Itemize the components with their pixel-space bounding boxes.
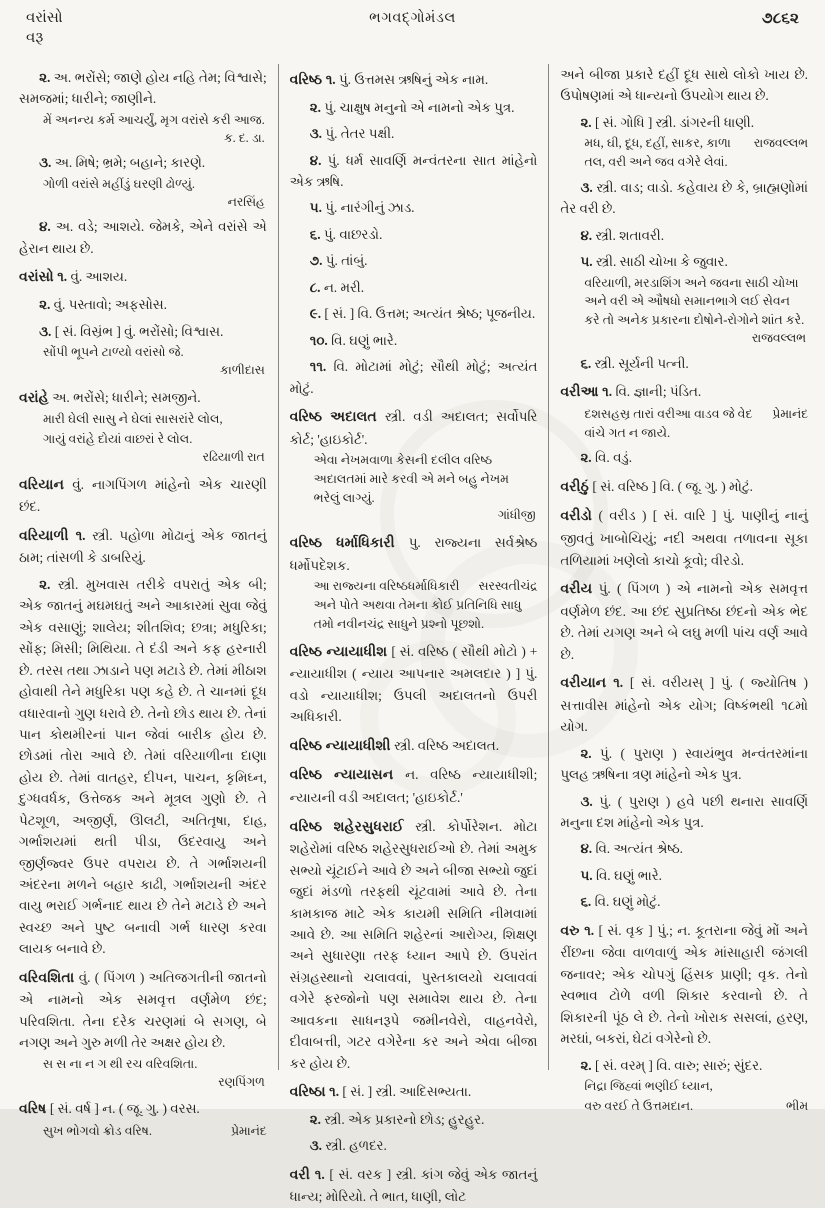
citation: પ્રેમાનંદ (772, 406, 809, 421)
sense-number: ૧. (602, 384, 616, 400)
sense-number: ૧. (613, 675, 630, 691)
dict-sense: ૫. સ્ત્રી. સાઠી ચોખા કે જુવાર. (580, 254, 728, 270)
dict-entry: વરિયાન વું. નાગપિંગળ માંહેનો એક ચારણી છંદ. (19, 476, 267, 515)
sense-number: ૧. (75, 527, 93, 543)
sense-number: ૩. (309, 126, 326, 142)
citation: સરસ્વતીચંદ્ર (478, 579, 538, 594)
guide-word-last: વરૂ (26, 30, 44, 47)
dict-entry: વરિષ્ઠ અદાલત સ્ત્રી. વડી અદાલત; સર્વોપરિ કોર્ટ; 'હાઇકોર્ટ'. (289, 408, 538, 447)
dict-entry: વરિષ્ઠ ન્યાયાસન ન. વરિષ્ઠ ન્યાયાધીશી; ન્યાયની વડી અદાલત; 'હાઇકોર્ટ.' (289, 767, 538, 806)
dict-sense: ૨. અ. ભરોંસે; જાણે હોય નહિ તેમ; વિશ્વાસે; સમજમાં; ધારીને; જાણીને. (19, 70, 267, 107)
sense-number: ૨. (39, 576, 58, 592)
headword: વરાંહે (19, 389, 53, 406)
dict-sense: ૧૦. વિ. ઘણું ભારે. (309, 332, 398, 348)
dict-sense: ૫. પું. નારંગીનું ઝાડ. (309, 200, 415, 216)
dict-sense: ૧૧. વિ. મોટામાં મોટું; સૌથી મોટું; અત્યંત મોટું. (289, 359, 538, 396)
dict-sense: ૪. અ. વડે; આશયે. જેમકે, એને વરાંસે એ હેરાન થાય છે. (19, 219, 267, 256)
headword: વરીયાન (560, 675, 614, 692)
sense-number: ૩. (39, 155, 55, 171)
sense-number: ૨. (309, 99, 325, 115)
headword: વરિષ (19, 1101, 50, 1118)
headword: વરિયાળી (19, 527, 76, 544)
dict-quote: મારી ઘેલી સાસુ ને ઘેલાં સાસરાંરે લોલ, (43, 412, 223, 427)
dict-quote: મેં અનન્ય કર્મ આચર્યું, મૃગ વરાંસે કરી આજ. (43, 112, 265, 127)
dict-sense: ૨. પું. ચાક્ષુષ મનુનો એ નામનો એક પુત્ર. (309, 99, 515, 115)
dict-entry: વરિષ્ઠ શહેરસુધરાઈ સ્ત્રી. કોર્પોરેશન. મોટા શહેરોમાં વરિષ્ઠ શહેરસુધરાઈઓ છે. તેમાં અમુક સભ્યો ચૂંટાઈને આવે છે અને બીજા સભ્યો જુદાં જુદાં મંડળો તરફથી ચૂંટવામાં આવે છે. તેના કામકાજ માટે એક કાયમી સમિતિ નીમવામાં આવે છે. આ સમિતિ શહેરનાં આરોગ્ય, શિક્ષણ અને સુધારણા તરફ ધ્યાન આપે છે. ઉપરાંત સંગ્રહસ્થાનો ચલાવવાં, પુસ્તકાલયો ચલાવવાં વગેરે ફરજોનો પણ સમાવેશ થાય છે. તેના આવકના સાધનરૂપે જમીનવેરો, વાહનવેરો, દીવાબત્તી, ગટર વગેરેના કર અને એવા બીજા કર હોય છે. (289, 818, 538, 1071)
dict-sense: ૨. સ્ત્રી. મુખવાસ તરીકે વપરાતું એક બી; એક જાતનું મઘમઘતું અને આકારમાં સુવા જેવું એક વસાણું; શાલેય; શીતશિવ; છત્રા; મધુરિકા; સોંફ; મિસી; મિથિયા. તે દંડી અને કફ હરનારી છે. તરસ તથા ઝાડાને પણ મટાડે છે. તેમાં મીઠાશ હોવાથી તેને મધુરિકા પણ કહે છે. તે ચાનમાં દૂધ વધારવાનો ગુણ ધરાવે છે. તેનો છોડ થાય છે. તેનાં પાન કોથમીરનાં પાન જેવાં બારીક હોય છે. છોડમાં તોરા આવે છે. તેમાં વરિયાળીના દાણા હોય છે. તેમાં વાતહર, દીપન, પાચન, કૃમિઘ્ન, દુગ્ધવર્ધક, ઉત્તેજક અને મૂત્રલ ગુણો છે. તે પેટશૂળ, અજીર્ણ, ઊલટી, અતિતૃષા, દાહ, ગર્ભાશયમાં થતી પીડા, ઉદરવાયુ અને જીર્ણજ્વર ઉપર વપરાય છે. તે ગર્ભાશયની અંદરના મળને બહાર કાઢી, ગર્ભાશયની અંદર વાયુ ભરાઈ ગર્ભનાદ થાય છે તેને મટાડે છે અને સ્વચ્છ અને પુષ્ટ બનાવી ગર્ભ ધારણ કરવા લાયક બનાવે છે. (19, 576, 267, 957)
headword: વરિષ્ઠ ધર્માધિકારી (289, 535, 409, 552)
dict-quote: સ સ ના ન ગ થી રચ વરિવશિતા. (43, 1056, 198, 1071)
dict-entry: વરિષ્ઠ ન્યાયાધીશ [ સં. વરિષ્ઠ ( સૌથી મોટો ) + ન્યાયાધીશ ( ન્યાય આપનાર અમલદાર ) ] પું. વડો ન્યાયાધીશ; ઉપલી અદાલતનો ઉપરી અધિકારી. (289, 643, 538, 725)
sense-number: ૩. (580, 179, 597, 195)
sense-number: ૭. (309, 253, 326, 269)
sense-number: ૫. (580, 867, 596, 883)
dict-sense: ૯. [ સં. ] વિ. ઉત્તમ; અત્યંત શ્રેષ્ઠ; પૂજનીય. (309, 306, 536, 322)
dict-sense: ૩. સ્ત્રી. વાડ; વાડો. કહેવાય છે કે, બ્રાહ્મણોમાં તેર વરી છે. (560, 179, 808, 217)
sense-number: ૩. (580, 793, 600, 809)
dict-cite: નરસિંહ (227, 194, 265, 209)
dict-sense: ૬. પું. વાછરડો. (309, 226, 383, 242)
headword: વરિષ્ઠ અદાલત (289, 408, 385, 425)
dict-entry: વરીડો ( વરીડ ) [ સં. વારિ ] પું. પાણીનું નાનું જીવતું ખાબોચિયું; નદી અથવા તળાવના સૂકા તળિયામાં ખણેલો કાચો કૂવો; વીરડો. (560, 508, 809, 568)
headword: વરિષ્ઠ ન્યાયાસન (289, 767, 406, 784)
headword: વરિષ્ઠ (289, 72, 326, 88)
dict-quote: રાજવલ્લભ મધ, ઘી, દૂધ, દહીં, સાકર, કાળા તલ, વરી અને જવ વગેરે લેવાં. (584, 136, 809, 170)
headword: વરીડો (560, 508, 599, 525)
sense-number: ૨. (39, 70, 54, 85)
page-number: ૭૮૬૨ (761, 10, 799, 27)
dict-quote: નિદ્રા જિહ્વાં ભણીઈ ધ્યાન, (584, 1079, 713, 1094)
headword: વરીય (560, 581, 599, 598)
dict-sense: ૬. વિ. ઘણું મોટું. (580, 894, 661, 910)
dict-entry: વરાંસો ૧. વું. આશય. (19, 269, 128, 286)
headword: વરી (289, 1166, 315, 1183)
dict-entry: વરિયાળી ૧. સ્ત્રી. પહોળા મોઢાનું એક જાતનું ઠામ; તાંસળી કે ડાબરિયું. (19, 527, 267, 566)
dict-quote: પ્રેમાનંદ દશસહસ્ર તારાં વરીઆ વાડવ જે વેદ વાંચે ગત ન જાયે. (584, 406, 809, 440)
dict-sense: ૪. પું. ધર્મ સાવર્ણિ મન્વંતરના સાત માંહેનો એક ઋષિ. (289, 152, 538, 190)
dict-cite: કાળીદાસ (220, 362, 265, 377)
dict-sense: ૨. વિ. વડું. (580, 450, 633, 466)
sense-number: ૬. (309, 226, 324, 242)
dict-quote: સોંપી ભૂપને ટાળ્યો વરાંસો જે. (43, 344, 184, 359)
dict-entry: વરિષ્ઠા ૧. [ સં. ] સ્ત્રી. આદિસભ્યતા. (289, 1084, 472, 1101)
sense-number: ૧૧. (309, 359, 334, 375)
dict-entry: વરાંહે અ. ભરોંસે; ધારીને; સમજીને. (19, 389, 201, 406)
dict-sense: ૩. પું. ( પુરાણ ) હવે પછી થનારા સાવર્ણિ મનુના દશ માંહેનો એક પુત્ર. (560, 793, 809, 830)
citation: ભીમ (785, 1098, 809, 1113)
sense-number: ૧. (329, 1084, 343, 1100)
headword: વરિયાન (19, 476, 73, 493)
dict-para: અને બીજા પ્રકારે દહીં દૂધ સાથે લોકો ખાય છે. ઉપોષણમાં એ ધાન્યનો ઉપયોગ થાય છે. (560, 67, 809, 104)
column-2 (279, 62, 549, 1205)
dict-quote: ગાયું વરાંહે દોયાં વાછરાં રે લોલ. (43, 431, 193, 446)
headword: વરિવશિતા (19, 969, 79, 986)
dict-quote: સરસ્વતીચંદ્ર આ રાજ્યના વરિષ્ઠધર્માધિકારી અને પોતે અથવા તેમના કોઈ પ્રતિનિધિ સાધુ તમો નવીનચંદ્ર સાધુને પ્રશ્નો પૂછશો. (313, 579, 538, 631)
dict-cite: ગાંધીજી (497, 508, 536, 523)
dict-entry: વરીય પું. ( પિંગળ ) એ નામનો એક સમવૃત્ત વર્ણમેળ છંદ. આ છંદ સુપ્રતિષ્ઠા છંદનો એક ભેદ છે. તેમાં યગણ અને બે લઘુ મળી પાંચ વર્ણ આવે છે. (560, 581, 809, 662)
dict-entry: વરુ ૧. [ સં. વૃક ] પું.; ન. કૂતરાના જેવું મોં અને રીંછના જેવા વાળવાળું એક માંસાહારી જંગલી જનાવર; એક ચોપગું હિંસક પ્રાણી; વૃક. તેનો સ્વભાવ ટોળે વળી શિકાર કરવાનો છે. તે શિકારની પૂંઠ લે છે. તેનો ખોરાક સસલાં, હરણ, મરઘાં, બકરાં, ઘેટાં વગેરેનો છે. (560, 922, 809, 1047)
headword: વરાંસો (19, 269, 58, 286)
text-columns (8, 62, 819, 1205)
headword: વરુ (560, 922, 585, 939)
dict-quote: પ્રેમાનંદ સુખ ભોગવો ક્રોડ વરિષ. (43, 1122, 267, 1141)
sense-number: ૯. (309, 306, 325, 322)
book-title: ભગવદ્ગોમંડલ (369, 10, 456, 26)
sense-number: ૧. (57, 269, 71, 285)
dict-sense: ૩. [ સં. વિસ્રંભ ] વું. ભરોંસો; વિશ્વાસ. (39, 323, 224, 339)
sense-number: ૬. (580, 355, 595, 371)
dict-sense: ૩. સ્ત્રી. હળદર. (309, 1138, 387, 1154)
dict-quote: વરિયાળી, મરડાશિંગ અને જવના સાઠી ચોખા અને વરી એ ઔષધો સમાનભાગે લઈ સેવન કરે તો અનેક પ્રકારના દોષોને-રોગોને શાંત કરે. (584, 275, 805, 328)
dict-entry: વરીયાન ૧. [ સં. વરીયસ્ ] પું. ( જ્યોતિષ ) સત્તાવીસ માંહેનો એક યોગ; વિષ્કંભથી ૧૮મો યોગ. (560, 675, 809, 735)
column-1 (8, 62, 278, 1139)
dict-sense: ૩. અ. મિષે; ભ્રમે; બહાને; કારણે. (39, 155, 206, 171)
dict-cite: રઢિયાળી રાત (202, 449, 265, 464)
dict-quote: ગોળી વરાંસે મહીંડું ઘરણી ઢોળ્યું. (43, 176, 196, 191)
sense-number: ૧. (325, 72, 339, 87)
dict-entry: વરિષ્ઠ ન્યાયાધીશી સ્ત્રી. વરિષ્ઠ અદાલત. (289, 737, 500, 754)
citation: રાજવલ્લભ (753, 136, 809, 151)
sense-number: ૨. (580, 450, 595, 466)
citation: પ્રેમાનંદ (230, 1124, 267, 1139)
dict-sense: ૩. પું. તેતર પક્ષી. (309, 126, 395, 142)
dict-sense: ૭. પું. તાંબું. (309, 253, 368, 269)
sense-number: ૩. (309, 1138, 326, 1154)
dict-entry: વરિષ્ઠ ધર્માધિકારી પુ. રાજ્યના સર્વશ્રેષ્ઠ ધર્મોપદેશક. (289, 535, 538, 573)
sense-number: ૨. (580, 1057, 595, 1073)
sense-number: ૬. (580, 894, 595, 910)
sense-number: ૨. (580, 745, 601, 761)
dict-sense: ૨. વું. પસ્તાવો; અફસોસ. (39, 297, 168, 313)
dict-sense: ૨. પું. ( પુરાણ ) સ્વાયંભુવ મન્વંતરમાંના પુલહ ઋષિના ત્રણ માંહેનો એક પુત્ર. (560, 745, 809, 783)
dict-sense: ૨. [ સં. વરમ્ ] વિ. વારુ; સારું; સુંદર. (580, 1057, 763, 1073)
dict-sense: ૮. ન. મરી. (309, 279, 365, 295)
dict-entry: વરીઆ ૧. વિ. જ્ઞાની; પંડિત. (560, 384, 702, 401)
headword: વરિષ્ઠ ન્યાયાધીશી (289, 737, 395, 754)
dict-entry: વરિષ [ સં. વર્ષ ] ન. ( જૂ. ગુ. ) વરસ. (19, 1101, 200, 1118)
dict-entry: વરી ૧. [ સં. વરક ] સ્ત્રી. કાંગ જેવું એક જાતનું ધાન્ય; મોરિયો. તે ભાત, ધાણી, લોટ (289, 1166, 538, 1205)
sense-number: ૪. (580, 841, 596, 857)
sense-number: ૫. (309, 200, 326, 216)
headword: વરિષ્ઠ ન્યાયાધીશ (289, 643, 392, 660)
sense-number: ૪. (309, 152, 328, 168)
headword: વરિષ્ઠા (289, 1084, 330, 1101)
headword: વરીઆ (560, 384, 603, 401)
sense-number: ૪. (580, 227, 596, 243)
dict-sense: ૬. સ્ત્રી. સૂર્યની પત્ની. (580, 355, 689, 371)
sense-number: ૮. (309, 279, 324, 295)
guide-word-first: વરાંસો (26, 10, 63, 26)
dict-sense: ૫. વિ. ઘણું ભારે. (580, 867, 663, 883)
dict-sense: ૪. સ્ત્રી. શતાવરી. (580, 227, 665, 243)
sense-number: ૧૦. (309, 332, 332, 348)
sense-number: ૩. (39, 323, 55, 339)
sense-number: ૨. (39, 297, 54, 313)
headword: વરીઠું (560, 478, 593, 495)
sense-number: ૨. (309, 1111, 325, 1127)
sense-number: ૧. (314, 1166, 330, 1182)
column-3 (549, 62, 819, 1113)
dict-cite: રણપિંગળ (218, 1074, 265, 1089)
page-header (26, 8, 799, 56)
dict-sense: ૪. વિ. અત્યંત શ્રેષ્ઠ. (580, 841, 684, 857)
dict-sense: ૨. સ્ત્રી. એક પ્રકારનો છોડ; હુરહુર. (309, 1111, 485, 1127)
sense-number: ૧. (584, 922, 599, 938)
dict-entry: વરિષ્ઠ ૧. પું. ઉત્તમસ ઋષિનું એક નામ. (289, 72, 489, 88)
dict-quote: એવા નેખમવાળા કેસની દલીલ વરિષ્ઠ અદાલતમાં મારે કરવી એ મને બહુ નેખમ ભરેલું લાગ્યું. (313, 453, 509, 505)
dict-cite: રાજવલ્લભ (751, 330, 807, 345)
dict-entry: વરિવશિતા વું. ( પિંગળ ) અતિજગતીની જાતનો એ નામનો એક સમવૃત્ત વર્ણમેળ છંદ; પરિવશિતા. તેના દરેક ચરણમાં બે સગણ, બે નગણ અને ગુરુ મળી તેર અક્ષર હોય છે. (19, 969, 267, 1051)
dict-sense: ૨. [ સં. ગોધિ ] સ્ત્રી. ડાંગરની ધાણી. (580, 114, 755, 130)
sense-number: ૪. (39, 219, 56, 235)
sense-number: ૫. (580, 254, 596, 270)
dict-entry: વરીઠું [ સં. વરિષ્ઠ ] વિ. ( જૂ. ગુ. ) મોટું. (560, 478, 753, 495)
dict-quote: ભીમ વરુ વરઈ તે ઉત્તમદાન. (584, 1097, 808, 1116)
sense-number: ૨. (580, 114, 595, 130)
headword: વરિષ્ઠ શહેરસુધરાઈ (289, 818, 416, 835)
dict-cite: ક. દ. ડા. (223, 130, 265, 145)
